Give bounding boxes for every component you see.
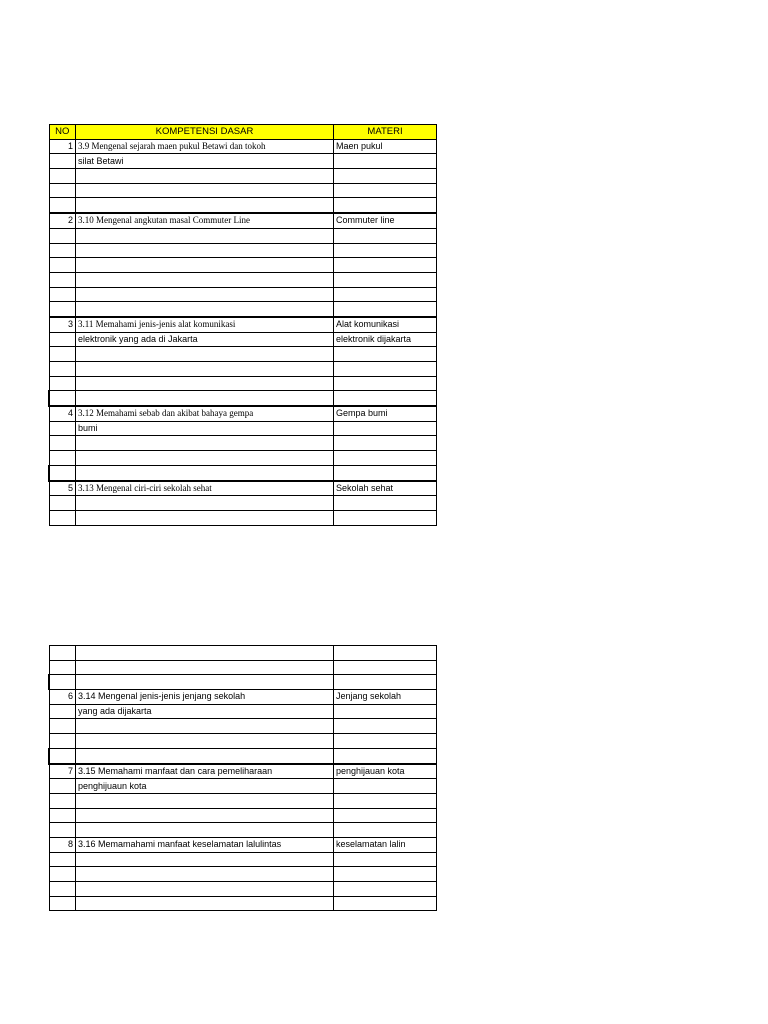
cell-kompetensi-dasar[interactable] (76, 451, 334, 466)
cell-materi[interactable] (334, 183, 437, 198)
table-row (49, 421, 437, 436)
cell-kompetensi-dasar[interactable] (76, 793, 334, 808)
cell-no[interactable] (49, 362, 76, 377)
cell-no[interactable] (49, 154, 76, 169)
cell-no[interactable] (49, 510, 76, 525)
cell-no[interactable]: 7 (49, 764, 76, 779)
cell-kompetensi-dasar[interactable] (76, 823, 334, 838)
header-kompetensi-dasar: KOMPETENSI DASAR (76, 125, 334, 140)
cell-no[interactable] (49, 660, 76, 675)
cell-materi[interactable] (334, 362, 437, 377)
cell-no[interactable] (49, 896, 76, 911)
table-row (49, 823, 437, 838)
cell-materi[interactable]: Alat komunikasi (334, 317, 437, 332)
table-row (49, 510, 437, 525)
cell-kompetensi-dasar[interactable] (76, 748, 334, 763)
cell-kompetensi-dasar[interactable] (76, 228, 334, 243)
header-row (49, 125, 437, 140)
cell-no[interactable] (49, 748, 76, 763)
cell-no[interactable] (49, 867, 76, 882)
cell-kompetensi-dasar[interactable] (76, 734, 334, 749)
cell-no[interactable] (49, 646, 76, 661)
cell-kompetensi-dasar[interactable] (76, 896, 334, 911)
table-row (49, 154, 437, 169)
table-1-body (49, 139, 437, 525)
cell-no[interactable] (49, 823, 76, 838)
table-row (49, 690, 437, 705)
table-row (49, 213, 437, 228)
cell-no[interactable] (49, 734, 76, 749)
cell-no[interactable] (49, 347, 76, 362)
cell-kompetensi-dasar[interactable]: 3.13 Mengenal ciri-ciri sekolah sehat (76, 481, 334, 496)
cell-no[interactable] (49, 198, 76, 213)
cell-no[interactable]: 6 (49, 690, 76, 705)
cell-no[interactable] (49, 272, 76, 287)
cell-kompetensi-dasar[interactable]: yang ada dijakarta (76, 704, 334, 719)
cell-no[interactable]: 1 (49, 139, 76, 154)
table-row (49, 748, 437, 763)
table-row (49, 332, 437, 347)
cell-kompetensi-dasar[interactable]: bumi (76, 421, 334, 436)
cell-kompetensi-dasar[interactable]: 3.12 Memahami sebab dan akibat bahaya gempa (76, 406, 334, 421)
cell-materi[interactable] (334, 198, 437, 213)
cell-materi[interactable]: Jenjang sekolah (334, 690, 437, 705)
table-row (49, 764, 437, 779)
cell-materi[interactable] (334, 793, 437, 808)
cell-kompetensi-dasar[interactable]: penghijuaun kota (76, 779, 334, 794)
cell-materi[interactable] (334, 660, 437, 675)
table-row (49, 867, 437, 882)
table-row (49, 882, 437, 897)
table-row (49, 139, 437, 154)
cell-kompetensi-dasar[interactable]: 3.10 Mengenal angkutan masal Commuter Line (76, 213, 334, 228)
table-row (49, 317, 437, 332)
cell-kompetensi-dasar[interactable] (76, 465, 334, 480)
cell-no[interactable] (49, 496, 76, 511)
table-row (49, 376, 437, 391)
cell-kompetensi-dasar[interactable]: 3.15 Memahami manfaat dan cara pemeliharaan (76, 764, 334, 779)
cell-no[interactable] (49, 808, 76, 823)
cell-materi[interactable] (334, 646, 437, 661)
cell-materi[interactable] (334, 272, 437, 287)
table-row (49, 302, 437, 317)
cell-kompetensi-dasar[interactable]: elektronik yang ada di Jakarta (76, 332, 334, 347)
table-row (49, 347, 437, 362)
cell-kompetensi-dasar[interactable]: 3.11 Memahami jenis-jenis alat komunikasi (76, 317, 334, 332)
cell-materi[interactable] (334, 823, 437, 838)
table-row (49, 675, 437, 690)
cell-materi[interactable]: Maen pukul (334, 139, 437, 154)
cell-materi[interactable] (334, 436, 437, 451)
cell-materi[interactable] (334, 882, 437, 897)
cell-materi[interactable] (334, 867, 437, 882)
header-no: NO (49, 125, 76, 140)
cell-no[interactable] (49, 332, 76, 347)
cell-no[interactable]: 4 (49, 406, 76, 421)
cell-no[interactable] (49, 183, 76, 198)
cell-materi[interactable] (334, 779, 437, 794)
cell-no[interactable] (49, 302, 76, 317)
cell-kompetensi-dasar[interactable] (76, 198, 334, 213)
table-row (49, 646, 437, 661)
table-row (49, 436, 437, 451)
cell-kompetensi-dasar[interactable] (76, 243, 334, 258)
table-row (49, 896, 437, 911)
cell-no[interactable] (49, 882, 76, 897)
cell-materi[interactable] (334, 376, 437, 391)
cell-materi[interactable]: Sekolah sehat (334, 481, 437, 496)
cell-kompetensi-dasar[interactable] (76, 169, 334, 184)
cell-kompetensi-dasar[interactable] (76, 302, 334, 317)
cell-no[interactable] (49, 793, 76, 808)
table-2-body (49, 646, 437, 911)
cell-materi[interactable]: elektronik dijakarta (334, 332, 437, 347)
table-row (49, 169, 437, 184)
cell-no[interactable] (49, 675, 76, 690)
cell-materi[interactable] (334, 154, 437, 169)
cell-materi[interactable] (334, 808, 437, 823)
competency-table-2 (48, 645, 437, 911)
cell-no[interactable]: 8 (49, 837, 76, 852)
table-row (49, 198, 437, 213)
cell-materi[interactable] (334, 465, 437, 480)
cell-no[interactable] (49, 391, 76, 406)
cell-materi[interactable] (334, 451, 437, 466)
cell-materi[interactable] (334, 510, 437, 525)
table-row (49, 793, 437, 808)
cell-no[interactable] (49, 287, 76, 302)
table-row (49, 391, 437, 406)
cell-no[interactable]: 3 (49, 317, 76, 332)
cell-no[interactable] (49, 465, 76, 480)
table-row (49, 243, 437, 258)
cell-materi[interactable] (334, 347, 437, 362)
cell-no[interactable] (49, 779, 76, 794)
cell-kompetensi-dasar[interactable] (76, 808, 334, 823)
cell-materi[interactable] (334, 719, 437, 734)
cell-kompetensi-dasar[interactable] (76, 362, 334, 377)
cell-materi[interactable]: keselamatan lalin (334, 837, 437, 852)
cell-no[interactable]: 2 (49, 213, 76, 228)
cell-no[interactable] (49, 436, 76, 451)
cell-materi[interactable] (334, 243, 437, 258)
cell-materi[interactable] (334, 852, 437, 867)
cell-materi[interactable] (334, 675, 437, 690)
cell-kompetensi-dasar[interactable] (76, 646, 334, 661)
cell-kompetensi-dasar[interactable]: silat Betawi (76, 154, 334, 169)
table-row (49, 481, 437, 496)
cell-materi[interactable] (334, 421, 437, 436)
cell-kompetensi-dasar[interactable]: 3.14 Mengenal jenis-jenis jenjang sekolah (76, 690, 334, 705)
table-row (49, 837, 437, 852)
cell-kompetensi-dasar[interactable] (76, 376, 334, 391)
cell-kompetensi-dasar[interactable] (76, 347, 334, 362)
cell-no[interactable] (49, 421, 76, 436)
cell-materi[interactable] (334, 704, 437, 719)
table-row (49, 406, 437, 421)
cell-no[interactable] (49, 852, 76, 867)
cell-kompetensi-dasar[interactable] (76, 272, 334, 287)
cell-materi[interactable] (334, 748, 437, 763)
table-row (49, 719, 437, 734)
cell-kompetensi-dasar[interactable] (76, 391, 334, 406)
table-row (49, 852, 437, 867)
cell-kompetensi-dasar[interactable]: 3.9 Mengenal sejarah maen pukul Betawi dan tokoh (76, 139, 334, 154)
cell-kompetensi-dasar[interactable] (76, 287, 334, 302)
table-row (49, 451, 437, 466)
table-row (49, 734, 437, 749)
cell-kompetensi-dasar[interactable]: 3.16 Memamahami manfaat keselamatan lalulintas (76, 837, 334, 852)
table-row (49, 808, 437, 823)
cell-kompetensi-dasar[interactable] (76, 496, 334, 511)
table-row (49, 704, 437, 719)
cell-materi[interactable]: Commuter line (334, 213, 437, 228)
cell-kompetensi-dasar[interactable] (76, 852, 334, 867)
cell-kompetensi-dasar[interactable] (76, 436, 334, 451)
cell-no[interactable] (49, 704, 76, 719)
table-row (49, 287, 437, 302)
cell-kompetensi-dasar[interactable] (76, 510, 334, 525)
cell-materi[interactable] (334, 302, 437, 317)
cell-no[interactable] (49, 169, 76, 184)
cell-materi[interactable] (334, 258, 437, 273)
cell-materi[interactable]: Gempa bumi (334, 406, 437, 421)
cell-no[interactable] (49, 228, 76, 243)
table-row (49, 496, 437, 511)
header-materi: MATERI (334, 125, 437, 140)
cell-kompetensi-dasar[interactable] (76, 258, 334, 273)
cell-kompetensi-dasar[interactable] (76, 882, 334, 897)
cell-no[interactable]: 5 (49, 481, 76, 496)
cell-materi[interactable] (334, 391, 437, 406)
table-row (49, 779, 437, 794)
table-row (49, 660, 437, 675)
cell-no[interactable] (49, 243, 76, 258)
cell-kompetensi-dasar[interactable] (76, 183, 334, 198)
competency-table-1 (48, 124, 437, 526)
table-row (49, 362, 437, 377)
cell-materi[interactable] (334, 734, 437, 749)
cell-materi[interactable] (334, 228, 437, 243)
table-row (49, 183, 437, 198)
table-row (49, 272, 437, 287)
table-row (49, 228, 437, 243)
cell-kompetensi-dasar[interactable] (76, 660, 334, 675)
cell-no[interactable] (49, 258, 76, 273)
cell-materi[interactable]: penghijauan kota (334, 764, 437, 779)
table-row (49, 465, 437, 480)
cell-kompetensi-dasar[interactable] (76, 675, 334, 690)
cell-no[interactable] (49, 451, 76, 466)
cell-materi[interactable] (334, 496, 437, 511)
table-row (49, 258, 437, 273)
cell-kompetensi-dasar[interactable] (76, 867, 334, 882)
cell-no[interactable] (49, 719, 76, 734)
cell-materi[interactable] (334, 169, 437, 184)
cell-no[interactable] (49, 376, 76, 391)
cell-materi[interactable] (334, 287, 437, 302)
cell-materi[interactable] (334, 896, 437, 911)
cell-kompetensi-dasar[interactable] (76, 719, 334, 734)
